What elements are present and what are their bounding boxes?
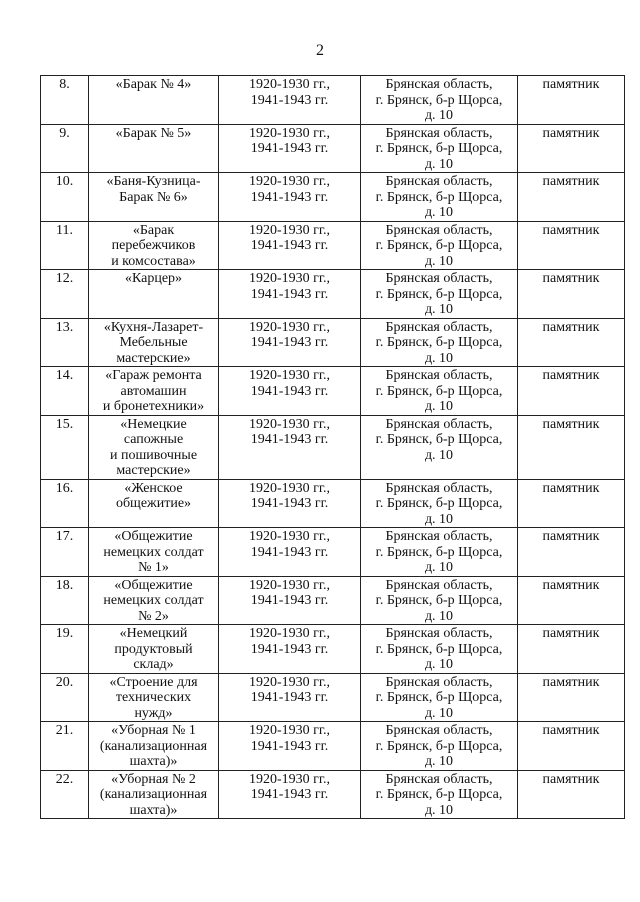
object-name: «Строение для технических нужд» bbox=[89, 673, 219, 722]
row-number: 15. bbox=[41, 415, 89, 479]
table-row bbox=[41, 722, 625, 771]
object-category: памятник bbox=[518, 415, 625, 479]
object-category: памятник bbox=[518, 770, 625, 819]
object-address: Брянская область, г. Брянск, б-р Щорса, д. 10 bbox=[361, 415, 518, 479]
row-number: 22. bbox=[41, 770, 89, 819]
object-name: «Кухня-Лазарет- Мебельные мастерские» bbox=[89, 318, 219, 367]
object-dates: 1920-1930 гг., 1941-1943 гг. bbox=[219, 528, 361, 577]
row-number: 9. bbox=[41, 124, 89, 173]
row-number: 19. bbox=[41, 625, 89, 674]
object-category: памятник bbox=[518, 124, 625, 173]
object-dates: 1920-1930 гг., 1941-1943 гг. bbox=[219, 76, 361, 125]
object-name: «Барак № 4» bbox=[89, 76, 219, 125]
object-name: «Барак перебежчиков и комсостава» bbox=[89, 221, 219, 270]
object-dates: 1920-1930 гг., 1941-1943 гг. bbox=[219, 673, 361, 722]
row-number: 14. bbox=[41, 367, 89, 416]
table-row bbox=[41, 173, 625, 222]
object-dates: 1920-1930 гг., 1941-1943 гг. bbox=[219, 173, 361, 222]
object-address: Брянская область, г. Брянск, б-р Щорса, д. 10 bbox=[361, 722, 518, 771]
object-name: «Общежитие немецких солдат № 1» bbox=[89, 528, 219, 577]
table-row bbox=[41, 673, 625, 722]
object-category: памятник bbox=[518, 76, 625, 125]
row-number: 13. bbox=[41, 318, 89, 367]
object-category: памятник bbox=[518, 673, 625, 722]
object-name: «Женское общежитие» bbox=[89, 479, 219, 528]
object-category: памятник bbox=[518, 528, 625, 577]
object-category: памятник bbox=[518, 270, 625, 319]
object-category: памятник bbox=[518, 173, 625, 222]
object-address: Брянская область, г. Брянск, б-р Щорса, д. 10 bbox=[361, 528, 518, 577]
object-address: Брянская область, г. Брянск, б-р Щорса, д. 10 bbox=[361, 770, 518, 819]
object-address: Брянская область, г. Брянск, б-р Щорса, д. 10 bbox=[361, 318, 518, 367]
table-row bbox=[41, 221, 625, 270]
row-number: 18. bbox=[41, 576, 89, 625]
object-address: Брянская область, г. Брянск, б-р Щорса, д. 10 bbox=[361, 173, 518, 222]
table-row bbox=[41, 367, 625, 416]
object-address: Брянская область, г. Брянск, б-р Щорса, д. 10 bbox=[361, 673, 518, 722]
row-number: 11. bbox=[41, 221, 89, 270]
object-name: «Уборная № 2 (канализационная шахта)» bbox=[89, 770, 219, 819]
table-row bbox=[41, 318, 625, 367]
object-category: памятник bbox=[518, 318, 625, 367]
object-address: Брянская область, г. Брянск, б-р Щорса, д. 10 bbox=[361, 367, 518, 416]
object-name: «Общежитие немецких солдат № 2» bbox=[89, 576, 219, 625]
object-dates: 1920-1930 гг., 1941-1943 гг. bbox=[219, 318, 361, 367]
table-row bbox=[41, 528, 625, 577]
object-address: Брянская область, г. Брянск, б-р Щорса, д. 10 bbox=[361, 479, 518, 528]
row-number: 20. bbox=[41, 673, 89, 722]
object-dates: 1920-1930 гг., 1941-1943 гг. bbox=[219, 367, 361, 416]
object-address: Брянская область, г. Брянск, б-р Щорса, д. 10 bbox=[361, 270, 518, 319]
table-row bbox=[41, 770, 625, 819]
table-body bbox=[41, 76, 625, 819]
row-number: 8. bbox=[41, 76, 89, 125]
page-number: 2 bbox=[316, 42, 324, 59]
object-category: памятник bbox=[518, 479, 625, 528]
object-category: памятник bbox=[518, 367, 625, 416]
object-name: «Немецкий продуктовый склад» bbox=[89, 625, 219, 674]
object-address: Брянская область, г. Брянск, б-р Щорса, д. 10 bbox=[361, 221, 518, 270]
object-category: памятник bbox=[518, 722, 625, 771]
object-dates: 1920-1930 гг., 1941-1943 гг. bbox=[219, 770, 361, 819]
object-name: «Барак № 5» bbox=[89, 124, 219, 173]
table-row bbox=[41, 625, 625, 674]
object-dates: 1920-1930 гг., 1941-1943 гг. bbox=[219, 124, 361, 173]
object-address: Брянская область, г. Брянск, б-р Щорса, д. 10 bbox=[361, 76, 518, 125]
table-row bbox=[41, 76, 625, 125]
object-dates: 1920-1930 гг., 1941-1943 гг. bbox=[219, 479, 361, 528]
object-category: памятник bbox=[518, 221, 625, 270]
object-name: «Баня-Кузница- Барак № 6» bbox=[89, 173, 219, 222]
table-row bbox=[41, 415, 625, 479]
object-category: памятник bbox=[518, 625, 625, 674]
row-number: 16. bbox=[41, 479, 89, 528]
object-dates: 1920-1930 гг., 1941-1943 гг. bbox=[219, 221, 361, 270]
object-dates: 1920-1930 гг., 1941-1943 гг. bbox=[219, 415, 361, 479]
object-name: «Уборная № 1 (канализационная шахта)» bbox=[89, 722, 219, 771]
row-number: 12. bbox=[41, 270, 89, 319]
object-dates: 1920-1930 гг., 1941-1943 гг. bbox=[219, 270, 361, 319]
row-number: 17. bbox=[41, 528, 89, 577]
object-dates: 1920-1930 гг., 1941-1943 гг. bbox=[219, 722, 361, 771]
object-address: Брянская область, г. Брянск, б-р Щорса, д. 10 bbox=[361, 124, 518, 173]
table-row bbox=[41, 479, 625, 528]
object-name: «Немецкие сапожные и пошивочные мастерские» bbox=[89, 415, 219, 479]
object-category: памятник bbox=[518, 576, 625, 625]
table-row bbox=[41, 576, 625, 625]
object-address: Брянская область, г. Брянск, б-р Щорса, д. 10 bbox=[361, 625, 518, 674]
table-row bbox=[41, 124, 625, 173]
object-dates: 1920-1930 гг., 1941-1943 гг. bbox=[219, 625, 361, 674]
table-row bbox=[41, 270, 625, 319]
object-address: Брянская область, г. Брянск, б-р Щорса, д. 10 bbox=[361, 576, 518, 625]
object-name: «Гараж ремонта автомашин и бронетехники» bbox=[89, 367, 219, 416]
heritage-objects-table bbox=[40, 75, 625, 819]
object-name: «Карцер» bbox=[89, 270, 219, 319]
row-number: 21. bbox=[41, 722, 89, 771]
object-dates: 1920-1930 гг., 1941-1943 гг. bbox=[219, 576, 361, 625]
row-number: 10. bbox=[41, 173, 89, 222]
